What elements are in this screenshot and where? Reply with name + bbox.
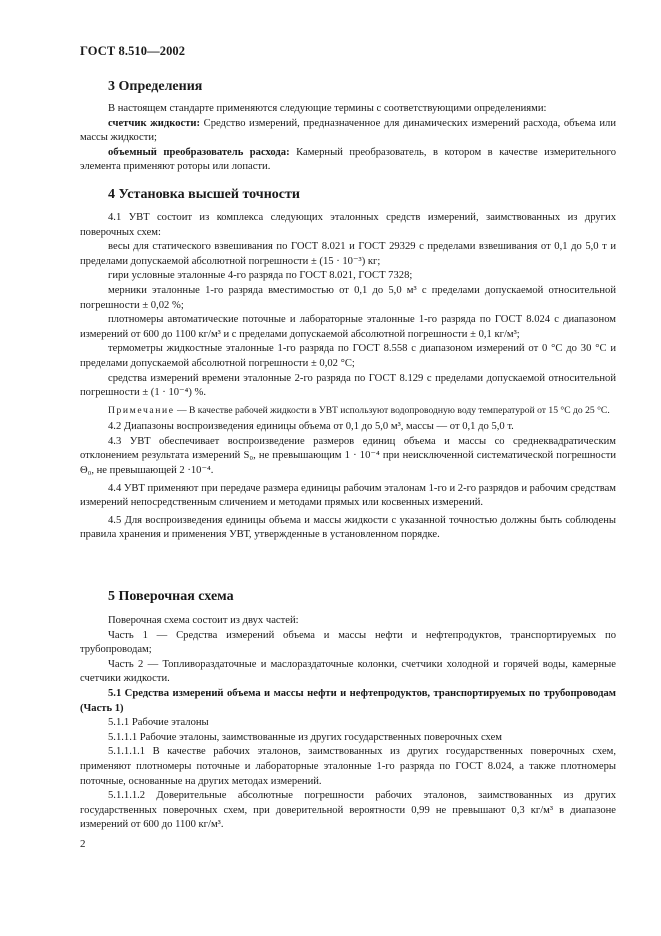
equipment-item: плотномеры автоматические поточные и лабораторные эталонные 1-го разряда по ГОСТ 8.024 с диапазоном измерений от 600 до 1100 кг/м³ и с пределами допускаемой абсолютной погрешности ± 0,1 кг/м³; — [80, 314, 616, 340]
clause-5-1-1-1: 5.1.1.1 Рабочие эталоны, заимствованные из других государственных поверочных схем — [108, 731, 502, 743]
equipment-item: мерники эталонные 1-го разряда вместимостью от 0,1 до 5,0 м³ с пределами допускаемой относительной погрешности ± 0,02 %; — [80, 284, 616, 311]
equipment-item: весы для статического взвешивания по ГОСТ 8.021 и ГОСТ 29329 с пределами взвешивания от 0,1 до 5,0 т и пределами допускаемой абсолютной погрешности ± (15 · 10⁻³) кг; — [80, 241, 616, 267]
clause-4-1: 4.1 УВТ состоит из комплекса следующих эталонных средств измерений, заимствованных из других поверочных схем: — [80, 212, 616, 238]
clause-5-1-1: 5.1.1 Рабочие эталоны — [108, 717, 209, 729]
section-3-intro: В настоящем стандарте применяются следующие термины с соответствующими определениями: — [108, 103, 547, 114]
term-liquid-meter: счетчик жидкости: — [108, 117, 201, 129]
subsection-5-1-title: 5.1 Средства измерений объема и массы нефти и нефтепродуктов, транспортируемых по трубопроводам (Часть 1) — [80, 687, 616, 714]
standard-header: ГОСТ 8.510—2002 — [80, 44, 186, 58]
section-5-body — [80, 614, 616, 833]
clause-5-1-1-1-1: 5.1.1.1.1 В качестве рабочих эталонов, заимствованных из других государственных поверочных схем, применяют плотномеры поточные и лабораторные эталонные 1-го разряда по ГОСТ 8.024, а также плотномеры поточные, основанные на других методах измерений. — [80, 746, 616, 787]
clause-4-3: 4.3 УВТ обеспечивает воспроизведение размеров единиц объема и массы со среднеквадратическим отклонением результата измерений S₀, не превышающим 1 · 10⁻⁴ при неисключенной систематической погрешности Θ₀, не превышающей 2 ·10⁻⁴. — [80, 435, 616, 476]
section-3-body — [80, 102, 616, 175]
definition-liquid-meter — [80, 117, 616, 146]
section-5-title: 5 Поверочная схема — [108, 589, 234, 604]
part-2-description: Часть 2 — Топливораздаточные и маслораздаточные колонки, счетчики холодной и горячей воды, камерные счетчики жидкости. — [80, 658, 616, 685]
note-text: — В качестве рабочей жидкости в УВТ используют водопроводную воду температурой от 15 °С до 25 °С. — [174, 404, 610, 416]
definition-text: Камерный преобразователь, в котором в качестве измерительного элемента применяют роторы или лопасти. — [80, 146, 617, 173]
definition-volumetric-converter — [80, 146, 616, 175]
clause-4-5: 4.5 Для воспроизведения единицы объема и массы жидкости с указанной точностью должны быть соблюдены правила хранения и применения УВТ, утвержденные в установленном порядке. — [80, 514, 616, 541]
section-4-title: 4 Установка высшей точности — [108, 187, 300, 202]
note-label: Примечание — [108, 404, 175, 416]
section-5-intro: Поверочная схема состоит из двух частей: — [108, 615, 299, 626]
clause-4-2: 4.2 Диапазоны воспроизведения единицы объема от 0,1 до 5,0 м³, массы — от 0,1 до 5,0 т. — [108, 421, 514, 433]
part-1-description: Часть 1 — Средства измерений объема и массы нефти и нефтепродуктов, транспортируемых по трубопроводам; — [80, 629, 616, 656]
equipment-item: гири условные эталонные 4-го разряда по ГОСТ 8.021, ГОСТ 7328; — [108, 270, 413, 282]
equipment-item: средства измерений времени эталонные 2-го разряда по ГОСТ 8.129 с пределами допускаемой относительной погрешности ± (1 · 10⁻⁴) %. — [80, 372, 616, 399]
definition-text: Средство измерений, предназначенное для динамических измерений расхода, объема или массы жидкости; — [80, 117, 616, 144]
term-volumetric-converter: объемный преобразователь расхода: — [108, 146, 290, 158]
equipment-item: термометры жидкостные эталонные 1-го разряда по ГОСТ 8.558 с диапазоном измерений от 0 °С до 30 °С и пределами допускаемой абсолютной погрешности ± 0,02 °С; — [80, 343, 616, 369]
note — [80, 404, 616, 417]
clause-5-1-1-1-2: 5.1.1.1.2 Доверительные абсолютные погрешности рабочих эталонов, заимствованных из других государственных поверочных схем, при доверительной вероятности 0,99 не превышают 0,3 кг/м³ в диапазоне измерений от 600 до 1100 кг/м³. — [80, 790, 616, 831]
section-3-title: 3 Определения — [108, 79, 203, 94]
clause-4-4: 4.4 УВТ применяют при передаче размера единицы рабочим эталонам 1-го и 2-го разрядов и рабочим средствам измерений непосредственным сличением и методами прямых или косвенных измерений. — [80, 482, 616, 509]
section-4-body — [80, 211, 616, 543]
page-number: 2 — [80, 838, 86, 850]
